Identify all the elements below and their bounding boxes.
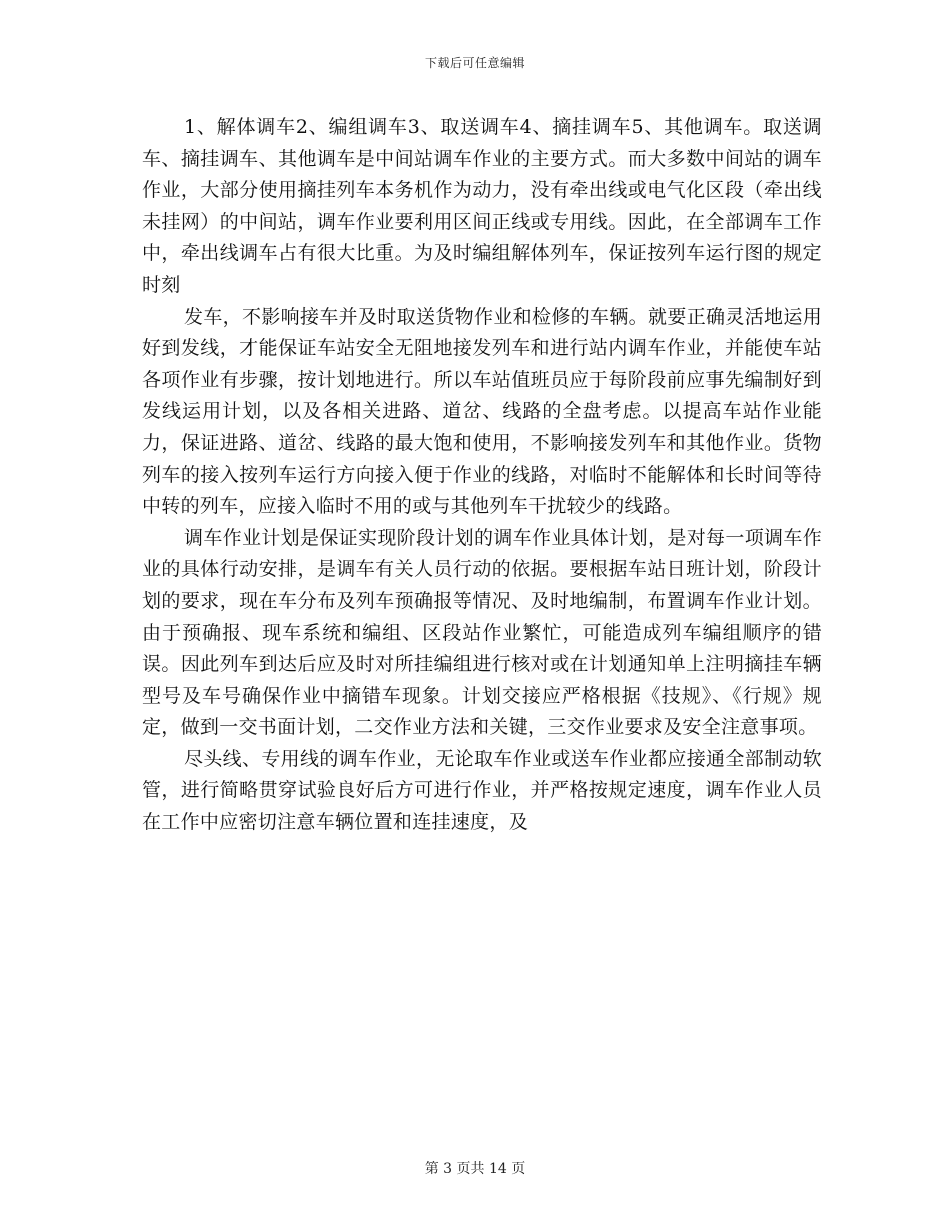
paragraph-1: 1、解体调车2、编组调车3、取送调车4、摘挂调车5、其他调车。取送调车、摘挂调车、其他调车是中间站调车作业的主要方式。而大多数中间站的调车作业，大部分使用摘挂列车本务机作为动力，没有牵出线或电气化区段（牵出线未挂网）的中间站，调车作业要利用区间正线或专用线。因此，在全部调车工作中，牵出线调车占有很大比重。为及时编组解体列车，保证按列车运行图的规定时刻 [142,116,822,296]
document-body [142,112,822,839]
page-footer: 第 3 页共 14 页 [424,1161,526,1177]
page-header: 下载后可任意编辑 [424,56,525,70]
paragraph-4: 尽头线、专用线的调车作业，无论取车作业或送车作业都应接通全部制动软管，进行简略贯穿试验良好后方可进行作业，并严格按规定速度，调车作业人员在工作中应密切注意车辆位置和连挂速度，及 [142,747,822,834]
paragraph-3: 调车作业计划是保证实现阶段计划的调车作业具体计划，是对每一项调车作业的具体行动安排，是调车有关人员行动的依据。要根据车站日班计划，阶段计划的要求，现在车分布及列车预确报等情况、及时地编制，布置调车作业计划。由于预确报、现车系统和编组、区段站作业繁忙，可能造成列车编组顺序的错误。因此列车到达后应及时对所挂编组进行核对或在计划通知单上注明摘挂车辆型号及车号确保作业中摘错车现象。计划交接应严格根据《技规》、《行规》规定，做到一交书面计划，二交作业方法和关键，三交作业要求及安全注意事项。 [142,526,822,739]
paragraph-2: 发车，不影响接车并及时取送货物作业和检修的车辆。就要正确灵活地运用好到发线，才能保证车站安全无阻地接发列车和进行站内调车作业，并能使车站各项作业有步骤，按计划地进行。所以车站值班员应于每阶段前应事先编制好到发线运用计划，以及各相关进路、道岔、线路的全盘考虑。以提高车站作业能力，保证进路、道岔、线路的最大饱和使用，不影响接发列车和其他作业。货物列车的接入按列车运行方向接入便于作业的线路，对临时不能解体和长时间等待中转的列车，应接入临时不用的或与其他列车干扰较少的线路。 [142,305,822,518]
